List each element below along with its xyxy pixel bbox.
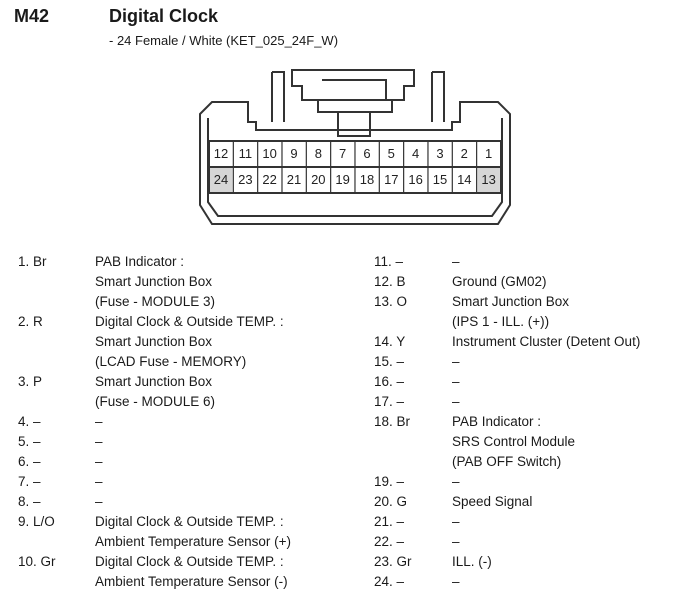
pin-number-cell: 21 [286, 172, 302, 187]
pin-label: 10. Gr [18, 554, 56, 569]
pin-label: 8. – [18, 494, 41, 509]
right-post [432, 72, 444, 122]
pin-description: – [452, 474, 460, 489]
pin-description: Instrument Cluster (Detent Out) [452, 334, 641, 349]
pin-description: – [452, 374, 460, 389]
pin-number-cell: 7 [339, 146, 347, 161]
pin-description: – [452, 574, 460, 589]
pin-description: – [95, 434, 103, 449]
pin-number-cell: 23 [238, 172, 253, 187]
pin-label: 13. O [374, 294, 408, 309]
pin-description: (Fuse - MODULE 6) [95, 394, 216, 409]
page-title: Digital Clock [109, 6, 219, 26]
pin-label: 19. – [374, 474, 405, 489]
pin-number-cell: 1 [485, 146, 493, 161]
pin-number-cell: 13 [481, 172, 496, 187]
pin-number-cell: 18 [359, 172, 375, 187]
pin-label: 4. – [18, 414, 41, 429]
pin-label: 20. G [374, 494, 408, 509]
pin-description: Smart Junction Box [95, 334, 213, 349]
pin-number-cell: 4 [412, 146, 420, 161]
pin-number-cell: 11 [238, 146, 253, 161]
pin-description: Smart Junction Box [95, 274, 213, 289]
pin-label: 6. – [18, 454, 41, 469]
pin-description: Digital Clock & Outside TEMP. : [95, 514, 284, 529]
left-post [272, 72, 284, 122]
pin-description: – [452, 394, 460, 409]
pin-label: 11. – [374, 254, 404, 269]
latch-center [338, 112, 370, 136]
pin-description: PAB Indicator : [452, 414, 542, 429]
pin-number-cell: 6 [363, 146, 371, 161]
pin-number-cell: 16 [408, 172, 423, 187]
pin-description: – [452, 354, 460, 369]
pin-label: 24. – [374, 574, 405, 589]
pin-description: – [95, 474, 103, 489]
pin-description: (LCAD Fuse - MEMORY) [95, 354, 247, 369]
pin-label: 5. – [18, 434, 41, 449]
pin-number-cell: 3 [436, 146, 444, 161]
pin-number-cell: 19 [335, 172, 350, 187]
pin-description: – [95, 494, 103, 509]
latch-tab [318, 100, 392, 112]
latch-outer [292, 70, 414, 100]
pin-label: 9. L/O [18, 514, 55, 529]
pin-label: 23. Gr [374, 554, 412, 569]
pin-label: 7. – [18, 474, 41, 489]
pin-description: (Fuse - MODULE 3) [95, 294, 216, 309]
pin-number-cell: 5 [387, 146, 395, 161]
pin-label: 21. – [374, 514, 405, 529]
pin-description: (IPS 1 - ILL. (+)) [452, 314, 550, 329]
pin-description: – [95, 414, 103, 429]
pin-description: – [452, 514, 460, 529]
pin-label: 14. Y [374, 334, 406, 349]
pin-number-cell: 24 [213, 172, 229, 187]
pin-number-cell: 14 [457, 172, 472, 187]
pin-description: – [452, 254, 460, 269]
connector-diagram [0, 0, 680, 250]
pin-description: ILL. (-) [452, 554, 492, 569]
pin-number-cell: 10 [262, 146, 277, 161]
connector-outline [0, 0, 680, 250]
pin-description: Ground (GM02) [452, 274, 547, 289]
pin-description: (PAB OFF Switch) [452, 454, 562, 469]
pin-label: 17. – [374, 394, 405, 409]
pin-number-cell: 2 [460, 146, 468, 161]
pin-description: PAB Indicator : [95, 254, 185, 269]
pin-number-cell: 12 [213, 146, 229, 161]
pin-label: 16. – [374, 374, 405, 389]
pin-number-cell: 22 [262, 172, 277, 187]
pin-label: 1. Br [18, 254, 47, 269]
pin-description: – [95, 454, 103, 469]
pin-number-cell: 9 [290, 146, 298, 161]
pin-label: 3. P [18, 374, 43, 389]
pin-description: Smart Junction Box [452, 294, 570, 309]
pin-description: Digital Clock & Outside TEMP. : [95, 554, 284, 569]
pin-description: SRS Control Module [452, 434, 576, 449]
pin-number-cell: 20 [311, 172, 326, 187]
pin-description: Ambient Temperature Sensor (+) [95, 534, 291, 549]
pin-description: – [452, 534, 460, 549]
pin-description: Speed Signal [452, 494, 533, 509]
pin-number-cell: 8 [314, 146, 322, 161]
pin-label: 18. Br [374, 414, 411, 429]
connector-subtitle: - 24 Female / White (KET_025_24F_W) [109, 33, 339, 48]
pin-description: Smart Junction Box [95, 374, 213, 389]
connector-code: M42 [14, 6, 50, 26]
pin-label: 22. – [374, 534, 405, 549]
pin-label: 15. – [374, 354, 405, 369]
pin-description: Digital Clock & Outside TEMP. : [95, 314, 284, 329]
pin-description: Ambient Temperature Sensor (-) [95, 574, 288, 589]
latch-inner [322, 80, 386, 100]
pin-number-cell: 17 [384, 172, 399, 187]
pin-label: 2. R [18, 314, 43, 329]
pin-number-cell: 15 [432, 172, 448, 187]
pin-label: 12. B [374, 274, 406, 289]
